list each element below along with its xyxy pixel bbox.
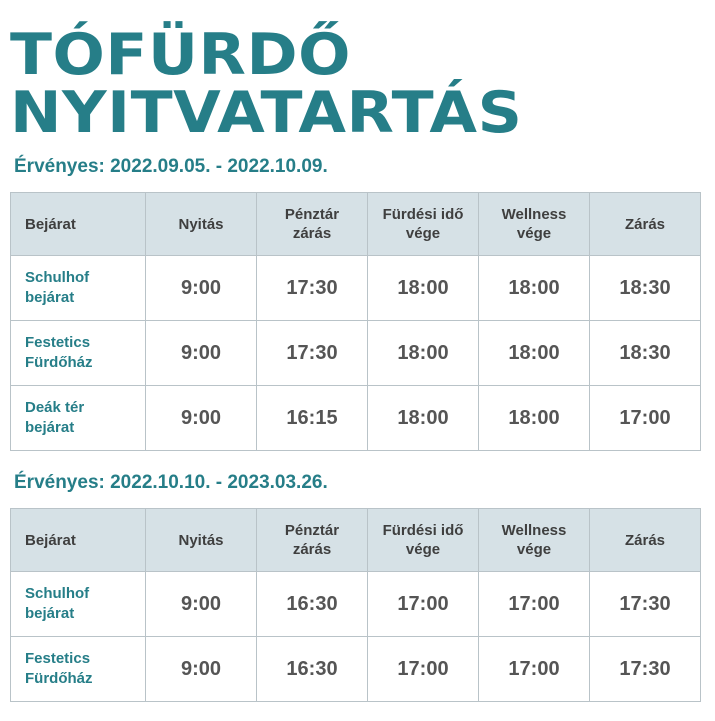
header-cashier-closing: Pénztár zárás: [257, 509, 368, 572]
time-bathing-end: 18:00: [368, 386, 479, 451]
opening-hours-table-2: [10, 508, 701, 702]
time-opening: 9:00: [146, 637, 257, 702]
table-header-row: [11, 193, 701, 256]
validity-period-2: Érvényes: 2022.10.10. - 2023.03.26.: [14, 472, 328, 493]
entrance-name: Festetics Fürdőház: [11, 321, 146, 386]
time-wellness-end: 18:00: [479, 386, 590, 451]
time-bathing-end: 18:00: [368, 256, 479, 321]
entrance-name: Deák tér bejárat: [11, 386, 146, 451]
time-closing: 17:30: [590, 572, 701, 637]
table-header-row: [11, 509, 701, 572]
time-cashier-closing: 16:15: [257, 386, 368, 451]
header-opening: Nyitás: [146, 509, 257, 572]
time-closing: 18:30: [590, 321, 701, 386]
title-line-1: TÓFÜRDŐ: [10, 22, 351, 88]
header-opening: Nyitás: [146, 193, 257, 256]
header-entrance: Bejárat: [11, 193, 146, 256]
time-wellness-end: 18:00: [479, 321, 590, 386]
time-closing: 17:30: [590, 637, 701, 702]
header-closing: Zárás: [590, 193, 701, 256]
time-opening: 9:00: [146, 572, 257, 637]
validity-period-1: Érvényes: 2022.09.05. - 2022.10.09.: [14, 156, 328, 177]
page-title: [10, 22, 523, 146]
entrance-name: Schulhof bejárat: [11, 256, 146, 321]
time-bathing-end: 17:00: [368, 572, 479, 637]
header-entrance: Bejárat: [11, 509, 146, 572]
entrance-name: Schulhof bejárat: [11, 572, 146, 637]
time-closing: 18:30: [590, 256, 701, 321]
time-wellness-end: 18:00: [479, 256, 590, 321]
table-row: [11, 572, 701, 637]
time-wellness-end: 17:00: [479, 637, 590, 702]
time-opening: 9:00: [146, 321, 257, 386]
header-bathing-end: Fürdési idő vége: [368, 509, 479, 572]
time-opening: 9:00: [146, 386, 257, 451]
bottom-crop-edge: [0, 703, 715, 721]
time-opening: 9:00: [146, 256, 257, 321]
header-wellness-end: Wellness vége: [479, 193, 590, 256]
title-line-2: NYITVATARTÁS: [10, 80, 523, 146]
entrance-name: Festetics Fürdőház: [11, 637, 146, 702]
time-cashier-closing: 17:30: [257, 321, 368, 386]
time-cashier-closing: 16:30: [257, 637, 368, 702]
header-wellness-end: Wellness vége: [479, 509, 590, 572]
table-row: [11, 386, 701, 451]
table-row: [11, 637, 701, 702]
header-bathing-end: Fürdési idő vége: [368, 193, 479, 256]
table-row: [11, 321, 701, 386]
time-bathing-end: 18:00: [368, 321, 479, 386]
table-row: [11, 256, 701, 321]
header-closing: Zárás: [590, 509, 701, 572]
time-wellness-end: 17:00: [479, 572, 590, 637]
header-cashier-closing: Pénztár zárás: [257, 193, 368, 256]
time-cashier-closing: 17:30: [257, 256, 368, 321]
time-closing: 17:00: [590, 386, 701, 451]
time-bathing-end: 17:00: [368, 637, 479, 702]
time-cashier-closing: 16:30: [257, 572, 368, 637]
opening-hours-table-1: [10, 192, 701, 451]
